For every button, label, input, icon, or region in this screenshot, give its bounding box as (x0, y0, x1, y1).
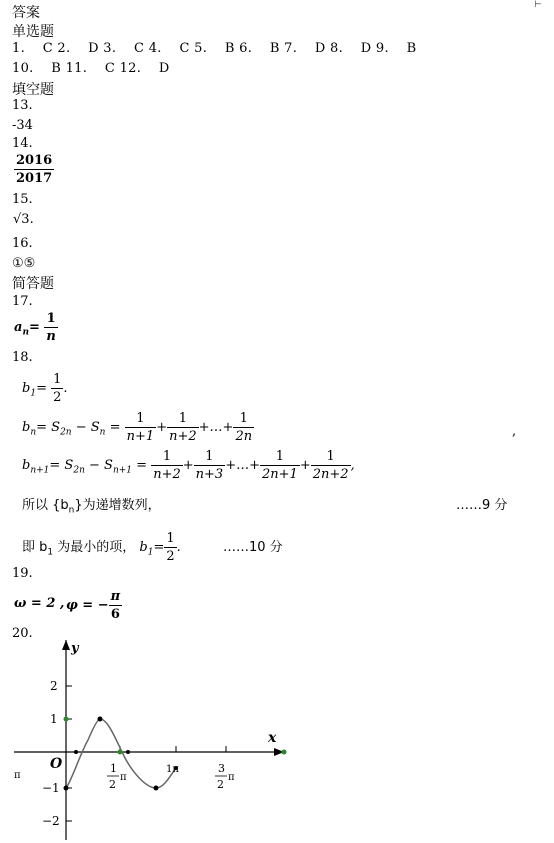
q18-l3-sub3: n+1 (112, 465, 133, 476)
choice-answers-row-2: 10. B 11. C 12. D (12, 61, 170, 76)
y-tick-label-neg1: −1 (42, 781, 60, 795)
x-label-three-half-pi: π (228, 772, 235, 783)
q19-phi-num: π (110, 589, 121, 604)
point-max (98, 717, 103, 722)
x-label-half-pi: π (120, 772, 127, 783)
q18-l2-eq: = (105, 420, 121, 435)
q18-l2-f1d: n+1 (126, 429, 155, 444)
section-heading-fill-blank: 填空题 (12, 82, 54, 98)
q15-answer (13, 212, 34, 227)
q18-l5-sub: 1 (47, 547, 54, 558)
x-axis-label: x (268, 730, 277, 746)
q18-l2-sub: n (30, 427, 37, 438)
q18-l3-sub2: 2n (73, 465, 85, 476)
q18-l4-text: 所以 {b (22, 498, 69, 513)
q20-number: 20. (12, 626, 33, 641)
q18-l2-f1n: 1 (125, 412, 157, 428)
q18-l2-lhs: b (22, 420, 31, 435)
q16-answer: ①⑤ (12, 256, 36, 271)
q18-l5-tail: . (176, 540, 181, 555)
origin-label: O (50, 756, 63, 772)
q18-l5-text2: 为最小的项， (53, 540, 136, 555)
y-tick-label-neg2: −2 (42, 814, 60, 828)
q18-number: 18. (12, 350, 33, 365)
q18-l1-tail: . (63, 381, 68, 396)
q18-l1-eq: = (36, 381, 47, 396)
q18-l2-mark: , (512, 424, 517, 439)
q18-line-3 (22, 450, 355, 481)
q17-lhs-sub: n (22, 327, 29, 338)
q18-score-9: ……9 分 (456, 498, 508, 513)
point-start (64, 786, 69, 791)
q18-l3-dots: +…+ (225, 458, 260, 473)
q18-line-1 (22, 373, 68, 404)
q18-l2-sub3: n (99, 427, 106, 438)
q18-l5-den: 2 (166, 549, 175, 564)
q18-l3-sub: n+1 (30, 465, 50, 476)
q19-omega: ω = 2 , (14, 596, 65, 611)
q18-l3-f4n: 1 (311, 450, 351, 466)
y-axis-label: y (71, 641, 79, 656)
q16-number: 16. (12, 236, 33, 251)
q18-l2-mid2: − S (71, 420, 100, 435)
x-label-half-num: 1 (110, 762, 117, 775)
x-left-partial-label: π (14, 770, 21, 781)
q13-number: 13. (12, 98, 33, 113)
y-axis-arrow (62, 640, 70, 650)
q18-l3-f1d: n+2 (153, 467, 181, 482)
q14-number: 14. (12, 136, 33, 151)
q18-l3-plus2: + (299, 458, 311, 473)
section-heading-single-choice: 单选题 (12, 24, 54, 40)
q18-l3-f2n: 1 (194, 450, 226, 466)
q18-l2-mid: = S (36, 420, 61, 435)
q17-eq: = (28, 320, 40, 335)
y-tick-label-2: 2 (50, 679, 58, 693)
q18-l2-f3n: 1 (233, 412, 254, 428)
q18-l1-lhs: b (22, 381, 31, 396)
x-label-three-half-num: 3 (218, 762, 225, 775)
q14-answer-fraction (14, 154, 54, 185)
q18-l2-sub2: 2n (60, 427, 72, 438)
q17-lhs: a (14, 320, 23, 335)
q15-answer-tail: . (29, 212, 34, 227)
q18-line-2 (22, 412, 254, 443)
q18-l3-f2d: n+3 (195, 467, 224, 482)
q18-l5-lhs: b (139, 540, 148, 555)
point-zero-2 (126, 750, 130, 754)
q18-l3-plus: + (182, 458, 194, 473)
q18-l4-text2: }为递增数列， (74, 498, 161, 513)
q19-phi (66, 590, 122, 621)
q18-l3-f4d: 2n+2 (312, 467, 349, 482)
q15-answer-value: √3 (13, 212, 30, 227)
q18-score-10: ……10 分 (223, 540, 283, 555)
q18-l1-sub: 1 (30, 388, 37, 399)
x-label-pi: 1π (166, 764, 179, 775)
q18-l3-f3d: 2n+1 (262, 467, 298, 482)
q18-l5-num: 1 (166, 531, 175, 546)
q18-l3-mid: = S (49, 458, 74, 473)
q19-phi-den: 6 (110, 607, 120, 622)
point-y-intercept-marker (64, 717, 69, 722)
q15-number: 15. (12, 192, 33, 207)
q19-phi-lhs: φ = − (66, 598, 109, 613)
q20-sine-graph (0, 630, 300, 843)
q18-l3-tail: , (350, 458, 355, 473)
x-label-three-half-den: 2 (217, 778, 224, 791)
q14-numerator: 2016 (16, 153, 53, 168)
point-x-axis-end (282, 750, 287, 755)
point-zero-1 (74, 750, 78, 754)
q18-l2-f2n: 1 (167, 412, 199, 428)
q17-number: 17. (12, 294, 33, 309)
q18-l3-eq: = (132, 458, 148, 473)
q18-l5-text: 即 b (22, 540, 48, 555)
q18-l3-mid2: − S (84, 458, 113, 473)
page-title: 答案 (12, 5, 40, 21)
corner-mark: ⊢ (534, 0, 542, 10)
point-min (154, 786, 159, 791)
point-half-pi (118, 750, 123, 755)
q19-number: 19. (12, 566, 33, 581)
q18-l2-plus: + (156, 420, 168, 435)
q18-l1-num: 1 (53, 372, 62, 387)
choice-answers-row-1: 1. C 2. D 3. C 4. C 5. B 6. B 7. D 8. D 9. B (12, 41, 417, 56)
q18-line-4 (22, 494, 161, 516)
q18-l2-f2d: n+2 (169, 429, 197, 444)
q17-denominator: n (46, 329, 56, 344)
q18-l3-f3n: 1 (260, 450, 300, 466)
q13-answer: -34 (12, 118, 33, 133)
q18-l3-lhs: b (22, 458, 31, 473)
q14-denominator: 2017 (16, 171, 53, 186)
q18-l5-eq: = (153, 540, 165, 555)
q18-l3-f1n: 1 (151, 450, 183, 466)
x-label-half-den: 2 (109, 778, 116, 791)
section-heading-short-answer: 简答题 (12, 276, 54, 292)
q18-l1-den: 2 (53, 390, 62, 405)
q18-l2-f3d: 2n (235, 429, 253, 444)
q17-numerator: 1 (44, 312, 57, 328)
q18-l4-sub: n (68, 505, 75, 516)
q17-answer (14, 312, 58, 343)
q18-l5-lsub: 1 (147, 547, 154, 558)
q18-line-5 (22, 532, 181, 563)
q18-l2-dots: +…+ (198, 420, 234, 435)
y-tick-label-1: 1 (50, 712, 58, 726)
